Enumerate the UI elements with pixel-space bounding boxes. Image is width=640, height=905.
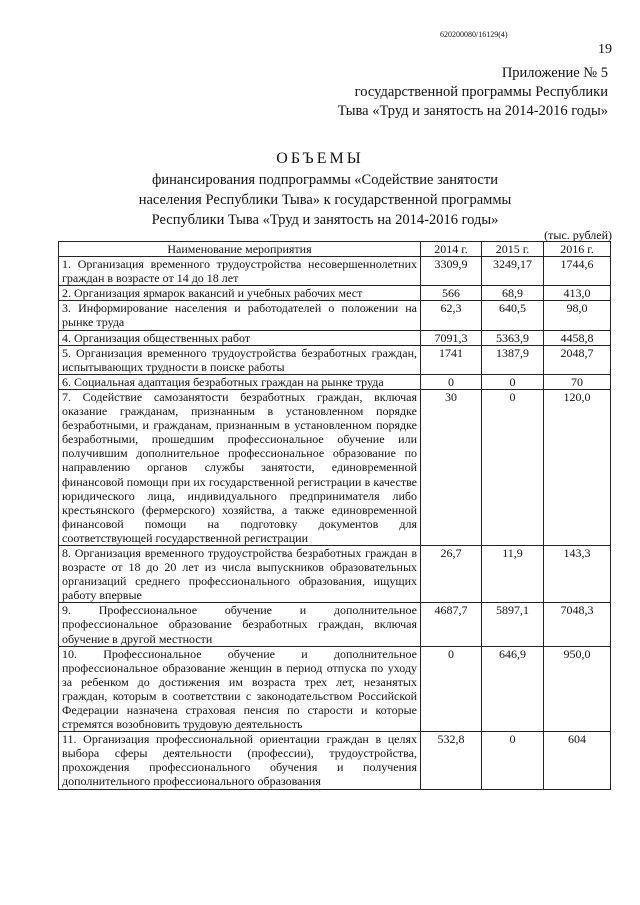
activity-name-cell: 4. Организация общественных работ (59, 330, 421, 345)
value-2014-cell: 3309,9 (421, 257, 482, 286)
units-note: (тыс. рублей) (544, 228, 612, 242)
value-2014-cell: 4687,7 (421, 603, 482, 646)
value-2015-cell: 1387,9 (482, 345, 544, 374)
financing-table (58, 241, 611, 790)
table-row (59, 389, 611, 545)
subtitle-line: населения Республики Тыва» к государственной программы (138, 192, 512, 208)
value-2016-cell: 604 (544, 732, 611, 789)
value-2016-cell: 413,0 (544, 286, 611, 301)
value-2014-cell: 0 (421, 374, 482, 389)
table-row (59, 374, 611, 389)
value-2015-cell: 0 (482, 374, 544, 389)
document-subtitle (60, 170, 590, 230)
value-2015-cell: 11,9 (482, 545, 544, 602)
value-2016-cell: 4458,8 (544, 330, 611, 345)
value-2015-cell: 0 (482, 732, 544, 789)
subtitle-line: Республики Тыва «Труд и занятость на 2014-2016 годы» (151, 212, 499, 228)
value-2015-cell: 5897,1 (482, 603, 544, 646)
appendix-line: Приложение № 5 (501, 65, 608, 81)
value-2014-cell: 1741 (421, 345, 482, 374)
table-row (59, 545, 611, 602)
value-2015-cell: 640,5 (482, 301, 544, 330)
value-2015-cell: 3249,17 (482, 257, 544, 286)
activity-name-cell: 3. Информирование населения и работодателей о положении на рынке труда (59, 301, 421, 330)
value-2014-cell: 30 (421, 389, 482, 545)
value-2016-cell: 1744,6 (544, 257, 611, 286)
table-row (59, 301, 611, 330)
value-2014-cell: 566 (421, 286, 482, 301)
value-2015-cell: 646,9 (482, 646, 544, 732)
value-2016-cell: 2048,7 (544, 345, 611, 374)
value-2016-cell: 98,0 (544, 301, 611, 330)
appendix-caption (338, 64, 608, 121)
table-row (59, 345, 611, 374)
table-row (59, 646, 611, 732)
subtitle-line: финансирования подпрограммы «Содействие занятости (152, 172, 498, 188)
activity-name-cell: 9. Профессиональное обучение и дополнительное профессиональное образование безработных граждан, включая обучение в другой местности (59, 603, 421, 646)
activity-name-cell: 1. Организация временного трудоустройства несовершеннолетних граждан в возрасте от 14 до 18 лет (59, 257, 421, 286)
page-number: 19 (598, 42, 612, 57)
appendix-line: государственной программы Республики (354, 84, 608, 100)
value-2016-cell: 7048,3 (544, 603, 611, 646)
value-2016-cell: 70 (544, 374, 611, 389)
header-year-2016: 2016 г. (544, 242, 611, 257)
activity-name-cell: 8. Организация временного трудоустройства безработных граждан в возрасте от 18 до 20 лет из числа выпускников образовательных организаций среднего профессионального образования, ищущих работу впервые (59, 545, 421, 602)
header-activity-name: Наименование мероприятия (59, 242, 421, 257)
value-2014-cell: 0 (421, 646, 482, 732)
activity-name-cell: 11. Организация профессиональной ориентации граждан в целях выбора сферы деятельности (профессии), трудоустройства, прохождения профессионального обучения и получения дополнительного профессионального образования (59, 732, 421, 789)
activity-name-cell: 7. Содействие самозанятости безработных граждан, включая оказание гражданам, признанным в установленном порядке безработными, и гражданам, признанным в установленном порядке безработными, прошедшим профессиональное обучение или получившим дополнительное профессиональное образование по направлению органов службы занятости, единовременной финансовой помощи при их государственной регистрации в качестве юридического лица, индивидуального предпринимателя либо крестьянского (фермерского) хозяйства, а также единовременной финансовой помощи на подготовку документов для соответствующей государственной регистрации (59, 389, 421, 545)
table-row (59, 286, 611, 301)
table-row (59, 603, 611, 646)
document-title: ОБЪЕМЫ (276, 150, 364, 167)
value-2014-cell: 7091,3 (421, 330, 482, 345)
activity-name-cell: 5. Организация временного трудоустройства безработных граждан, испытывающих трудности в поиске работы (59, 345, 421, 374)
header-year-2014: 2014 г. (421, 242, 482, 257)
value-2016-cell: 950,0 (544, 646, 611, 732)
value-2015-cell: 68,9 (482, 286, 544, 301)
table-header-row (59, 242, 611, 257)
value-2015-cell: 0 (482, 389, 544, 545)
table-row (59, 257, 611, 286)
activity-name-cell: 6. Социальная адаптация безработных граждан на рынке труда (59, 374, 421, 389)
document-number: 620200080/16129(4) (440, 30, 508, 39)
table-row (59, 732, 611, 789)
value-2016-cell: 120,0 (544, 389, 611, 545)
value-2016-cell: 143,3 (544, 545, 611, 602)
table-row (59, 330, 611, 345)
value-2014-cell: 26,7 (421, 545, 482, 602)
header-year-2015: 2015 г. (482, 242, 544, 257)
activity-name-cell: 2. Организация ярмарок вакансий и учебных рабочих мест (59, 286, 421, 301)
activity-name-cell: 10. Профессиональное обучение и дополнительное профессиональное образование женщин в период отпуска по уходу за ребенком до достижения им возраста трех лет, незанятых граждан, которым в соответствии с законодательством Российской Федерации назначена страховая пенсия по старости и которые стремятся возобновить трудовую деятельность (59, 646, 421, 732)
value-2014-cell: 532,8 (421, 732, 482, 789)
appendix-line: Тыва «Труд и занятость на 2014-2016 годы» (337, 103, 608, 119)
value-2015-cell: 5363,9 (482, 330, 544, 345)
value-2014-cell: 62,3 (421, 301, 482, 330)
